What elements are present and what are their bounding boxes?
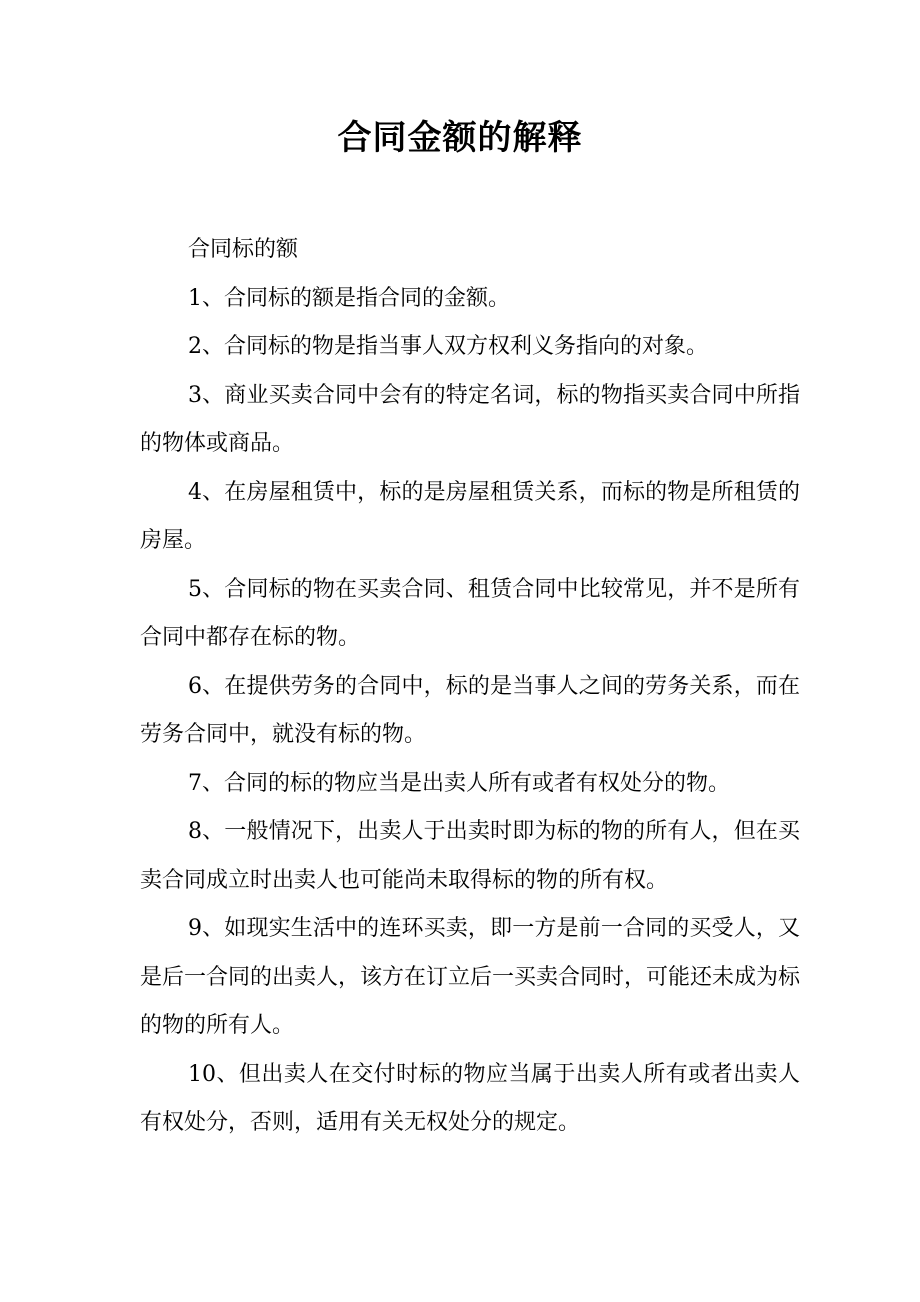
document-body	[140, 226, 800, 1148]
paragraph-2: 2、合同标的物是指当事人双方权利义务指向的对象。	[188, 334, 708, 359]
paragraph-3: 3、商业买卖合同中会有的特定名词，标的物指买卖合同中所指的物体或商品。	[140, 382, 800, 456]
paragraph-heading: 合同标的额	[188, 237, 299, 262]
paragraph-5: 5、合同标的物在买卖合同、租赁合同中比较常见，并不是所有合同中都存在标的物。	[140, 576, 800, 650]
paragraph-6: 6、在提供劳务的合同中，标的是当事人之间的劳务关系，而在劳务合同中，就没有标的物。	[140, 673, 800, 747]
paragraph-9: 9、如现实生活中的连环买卖，即一方是前一合同的买受人，又是后一合同的出卖人，该方在订立后一买卖合同时，可能还未成为标的物的所有人。	[140, 916, 801, 1038]
paragraph-4: 4、在房屋租赁中，标的是房屋租赁关系，而标的物是所租赁的房屋。	[140, 479, 800, 553]
paragraph-8: 8、一般情况下，出卖人于出卖时即为标的物的所有人，但在买卖合同成立时出卖人也可能尚未取得标的物的所有权。	[140, 819, 800, 893]
paragraph-10: 10、但出卖人在交付时标的物应当属于出卖人所有或者出卖人有权处分，否则，适用有关无权处分的规定。	[140, 1061, 800, 1135]
document-title: 合同金额的解释	[337, 118, 583, 158]
paragraph-7: 7、合同的标的物应当是出卖人所有或者有权处分的物。	[188, 770, 730, 796]
paragraph-1: 1、合同标的额是指合同的金额。	[188, 285, 510, 311]
